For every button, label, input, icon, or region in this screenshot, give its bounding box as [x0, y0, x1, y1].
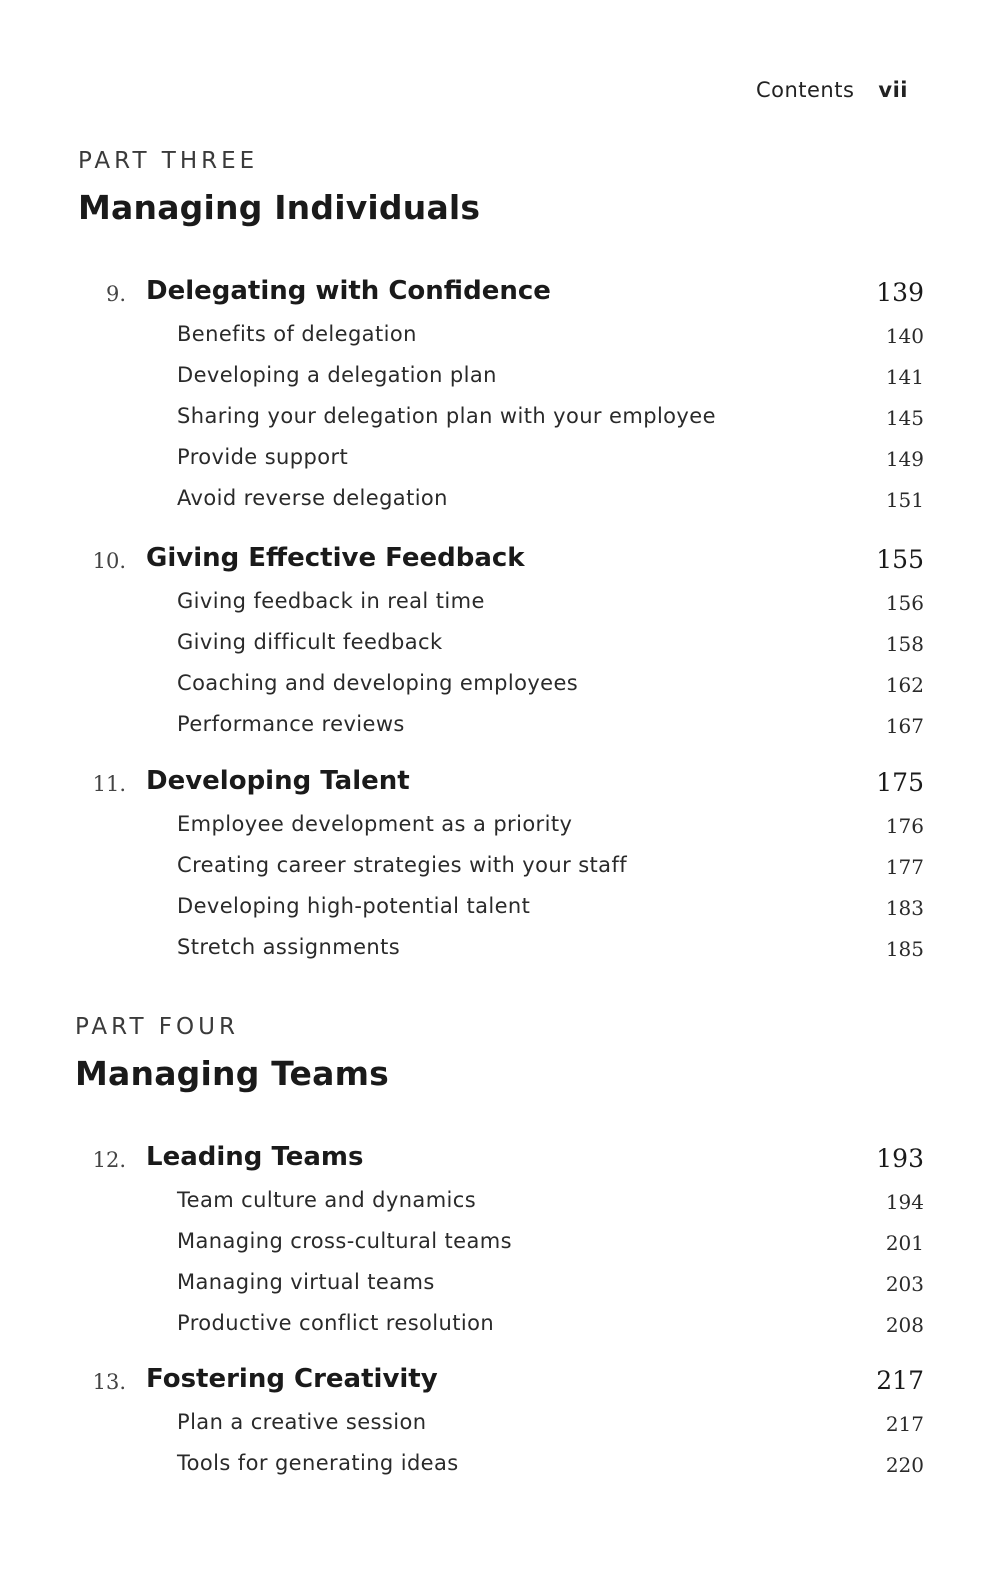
chapter-number: 13. — [92, 1370, 126, 1394]
section-title: Avoid reverse delegation — [177, 486, 448, 510]
chapter-heading-row — [78, 543, 924, 583]
section-page-number: 217 — [885, 1412, 924, 1436]
section-row — [78, 583, 924, 624]
section-page-number: 149 — [885, 447, 924, 471]
chapter-number: 12. — [92, 1148, 126, 1172]
section-title: Benefits of delegation — [177, 322, 417, 346]
chapter-entry — [78, 543, 924, 747]
chapter-page-number: 139 — [876, 278, 924, 307]
chapter-heading-row — [78, 1364, 924, 1404]
chapter-title: Giving Effective Feedback — [146, 543, 525, 573]
chapter-page-number: 217 — [876, 1366, 924, 1395]
chapter-number: 10. — [92, 549, 126, 573]
section-row — [78, 316, 924, 357]
section-title: Plan a creative session — [177, 1410, 427, 1434]
section-title: Coaching and developing employees — [177, 671, 579, 695]
section-title: Giving feedback in real time — [177, 589, 485, 613]
chapter-title: Delegating with Confidence — [146, 276, 551, 306]
section-row — [78, 706, 924, 747]
running-head-label: Contents — [755, 78, 855, 102]
section-row — [78, 929, 924, 970]
section-page-number: 141 — [885, 365, 924, 389]
section-title: Developing high-potential talent — [177, 894, 531, 918]
section-page-number: 194 — [885, 1190, 924, 1214]
section-row — [78, 1223, 924, 1264]
section-page-number: 177 — [885, 855, 924, 879]
section-row — [78, 1445, 924, 1486]
chapter-entry — [78, 766, 924, 970]
chapter-title: Fostering Creativity — [146, 1364, 438, 1394]
section-page-number: 176 — [885, 814, 924, 838]
section-page-number: 167 — [885, 714, 924, 738]
section-row — [78, 888, 924, 929]
section-page-number: 145 — [885, 406, 924, 430]
section-row — [78, 806, 924, 847]
chapter-heading-row — [78, 766, 924, 806]
section-title: Stretch assignments — [177, 935, 401, 959]
section-title: Managing cross-cultural teams — [177, 1229, 512, 1253]
section-page-number: 183 — [885, 896, 924, 920]
chapter-entry — [78, 1364, 924, 1486]
section-row — [78, 480, 924, 521]
section-title: Giving difficult feedback — [177, 630, 443, 654]
section-title: Performance reviews — [177, 712, 405, 736]
section-title: Managing virtual teams — [177, 1270, 435, 1294]
chapter-number: 9. — [105, 282, 126, 306]
section-row — [78, 439, 924, 480]
section-title: Employee development as a priority — [177, 812, 573, 836]
section-title: Tools for generating ideas — [177, 1451, 459, 1475]
chapter-entry — [78, 1142, 924, 1346]
part-label: PART FOUR — [75, 1014, 239, 1040]
section-title: Developing a delegation plan — [177, 363, 497, 387]
section-page-number: 151 — [885, 488, 924, 512]
section-row — [78, 847, 924, 888]
chapter-page-number: 193 — [876, 1144, 924, 1173]
chapter-page-number: 155 — [876, 545, 924, 574]
section-page-number: 140 — [885, 324, 924, 348]
chapter-title: Developing Talent — [146, 766, 410, 796]
page-folio: vii — [878, 78, 908, 102]
part-title: Managing Individuals — [78, 188, 481, 227]
section-title: Sharing your delegation plan with your employee — [177, 404, 716, 428]
chapter-heading-row — [78, 276, 924, 316]
chapter-entry — [78, 276, 924, 521]
running-head — [756, 78, 908, 102]
section-page-number: 185 — [885, 937, 924, 961]
section-title: Creating career strategies with your staff — [177, 853, 628, 877]
part-title: Managing Teams — [75, 1054, 390, 1093]
chapter-title: Leading Teams — [146, 1142, 364, 1172]
chapter-heading-row — [78, 1142, 924, 1182]
section-row — [78, 1404, 924, 1445]
chapter-number: 11. — [92, 772, 126, 796]
section-title: Provide support — [177, 445, 349, 469]
section-page-number: 158 — [885, 632, 924, 656]
section-page-number: 156 — [885, 591, 924, 615]
section-title: Team culture and dynamics — [177, 1188, 477, 1212]
section-row — [78, 398, 924, 439]
section-row — [78, 357, 924, 398]
section-page-number: 203 — [885, 1272, 924, 1296]
chapter-page-number: 175 — [876, 768, 924, 797]
section-row — [78, 1264, 924, 1305]
section-row — [78, 665, 924, 706]
section-row — [78, 624, 924, 665]
part-label: PART THREE — [78, 148, 259, 174]
section-page-number: 220 — [885, 1453, 924, 1477]
section-row — [78, 1182, 924, 1223]
section-page-number: 162 — [885, 673, 924, 697]
section-title: Productive conflict resolution — [177, 1311, 495, 1335]
section-page-number: 201 — [885, 1231, 924, 1255]
section-page-number: 208 — [885, 1313, 924, 1337]
section-row — [78, 1305, 924, 1346]
